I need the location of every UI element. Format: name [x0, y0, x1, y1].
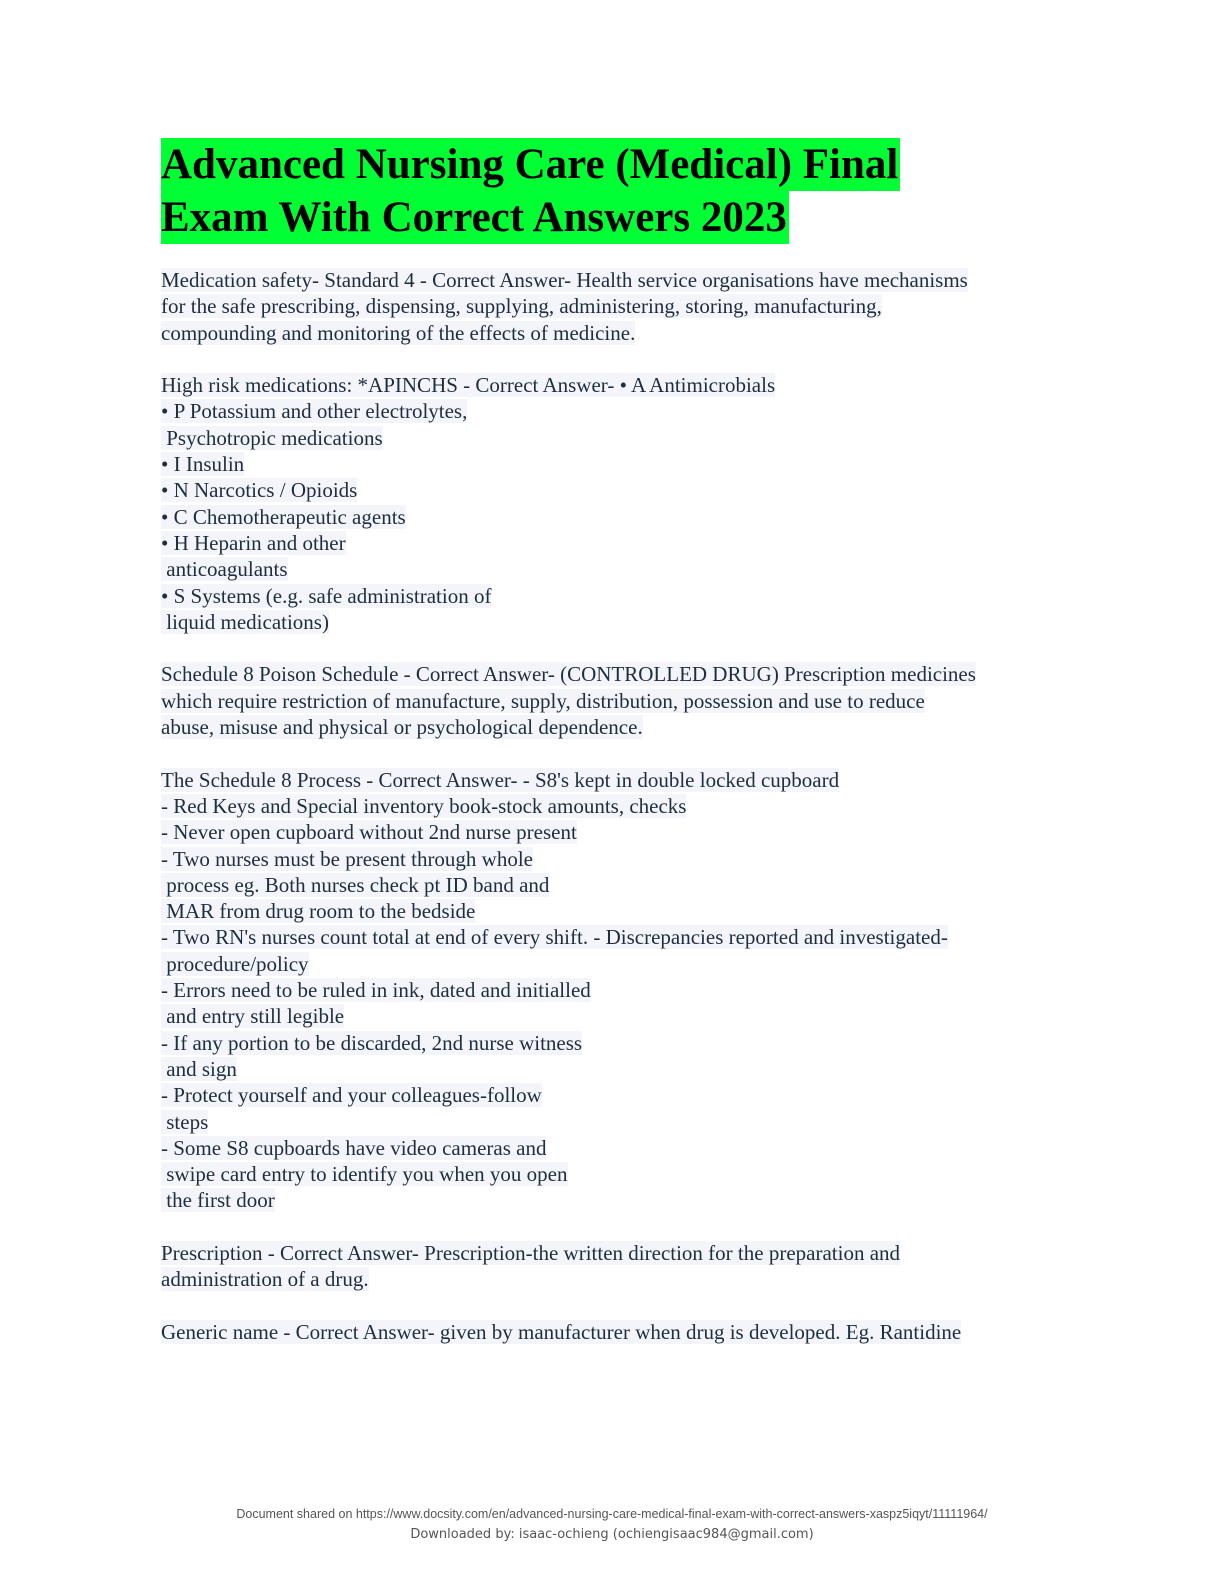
qa-line: [161, 1003, 1061, 1029]
qa-line: [161, 819, 1061, 845]
qa-line-text: High risk medications: *APINCHS - Correct Answer- • A Antimicrobials: [161, 373, 776, 398]
qa-line-text: the first door: [161, 1188, 275, 1213]
qa-line: [161, 451, 1061, 477]
qa-line: [161, 1056, 1061, 1082]
qa-line: [161, 688, 1061, 714]
qa-line-text: • C Chemotherapeutic agents: [161, 504, 406, 529]
qa-line-text: and sign: [161, 1056, 237, 1081]
qa-line: [161, 793, 1061, 819]
qa-line-text: steps: [161, 1109, 209, 1134]
qa-line-text: - Two RN's nurses count total at end of every shift. - Discrepancies reported and investigated-: [161, 925, 948, 950]
qa-line-text: and entry still legible: [161, 1004, 345, 1029]
qa-line: [161, 425, 1061, 451]
qa-line-text: - Red Keys and Special inventory book-stock amounts, checks: [161, 793, 687, 818]
document-title: [161, 138, 900, 244]
qa-line: [161, 1187, 1061, 1213]
qa-line: [161, 504, 1061, 530]
qa-line: [161, 609, 1061, 635]
qa-line-text: which require restriction of manufacture, supply, distribution, possession and use to reduce: [161, 688, 925, 713]
qa-line: [161, 924, 1061, 950]
qa-line-text: - Never open cupboard without 2nd nurse present: [161, 820, 577, 845]
title-line-2: Exam With Correct Answers 2023: [161, 191, 789, 244]
qa-line-text: Generic name - Correct Answer- given by manufacturer when drug is developed. Eg. Rantidine: [161, 1319, 962, 1344]
qa-line-text: • N Narcotics / Opioids: [161, 478, 358, 503]
qa-line-text: Prescription - Correct Answer- Prescription-the written direction for the preparation and: [161, 1240, 901, 1265]
qa-line: [161, 1135, 1061, 1161]
qa-item: [161, 372, 1061, 635]
title-line-1: Advanced Nursing Care (Medical) Final: [161, 138, 900, 191]
qa-line: [161, 898, 1061, 924]
qa-line-text: - Some S8 cupboards have video cameras and: [161, 1135, 547, 1160]
qa-item: [161, 1240, 1061, 1293]
qa-line: [161, 661, 1061, 687]
qa-line: [161, 1240, 1061, 1266]
qa-line: [161, 1161, 1061, 1187]
qa-line: [161, 846, 1061, 872]
qa-line-text: process eg. Both nurses check pt ID band and: [161, 872, 550, 897]
qa-line-text: • P Potassium and other electrolytes,: [161, 399, 468, 424]
qa-item: [161, 661, 1061, 740]
qa-line: [161, 293, 1061, 319]
qa-line-text: compounding and monitoring of the effects of medicine.: [161, 320, 636, 345]
qa-line-text: liquid medications): [161, 609, 329, 634]
qa-line-text: Medication safety- Standard 4 - Correct Answer- Health service organisations have mechanisms: [161, 268, 968, 292]
qa-line-text: • S Systems (e.g. safe administration of: [161, 583, 492, 608]
qa-line-text: swipe card entry to identify you when you open: [161, 1162, 568, 1187]
qa-line-text: Psychotropic medications: [161, 425, 383, 450]
qa-item: [161, 767, 1061, 1214]
footer-shared-notice: Document shared on https://www.docsity.com/en/advanced-nursing-care-medical-final-exam-with-correct-answers-xaspz5iqyt/11111964/: [236, 1507, 988, 1521]
qa-line-text: MAR from drug room to the bedside: [161, 899, 476, 924]
qa-line-text: for the safe prescribing, dispensing, supplying, administering, storing, manufacturing,: [161, 294, 882, 319]
qa-line: [161, 1030, 1061, 1056]
qa-line-text: procedure/policy: [161, 951, 309, 976]
qa-line: [161, 1109, 1061, 1135]
qa-line: [161, 530, 1061, 556]
qa-line: [161, 320, 1061, 346]
qa-line: [161, 1266, 1061, 1292]
qa-line: [161, 1319, 1061, 1345]
qa-line-text: • H Heparin and other: [161, 530, 346, 555]
qa-line-text: - Errors need to be ruled in ink, dated and initialled: [161, 978, 591, 1003]
qa-line: [161, 477, 1061, 503]
footer-downloaded-by: Downloaded by: isaac-ochieng (ochiengisaac984@gmail.com): [410, 1527, 814, 1542]
qa-line: [161, 872, 1061, 898]
qa-line-text: administration of a drug.: [161, 1267, 369, 1292]
qa-item: [161, 267, 1061, 346]
qa-line: [161, 951, 1061, 977]
qa-line: [161, 556, 1061, 582]
qa-line-text: - If any portion to be discarded, 2nd nurse witness: [161, 1030, 583, 1055]
qa-line-text: - Protect yourself and your colleagues-follow: [161, 1083, 542, 1108]
qa-line: [161, 398, 1061, 424]
qa-line: [161, 1082, 1061, 1108]
qa-item: [161, 1319, 1061, 1345]
qa-line-text: abuse, misuse and physical or psychological dependence.: [161, 715, 643, 740]
qa-line-text: • I Insulin: [161, 452, 245, 477]
qa-line-text: - Two nurses must be present through whole: [161, 846, 534, 871]
qa-line: [161, 267, 1061, 293]
qa-line: [161, 977, 1061, 1003]
qa-line: [161, 714, 1061, 740]
qa-line: [161, 372, 1061, 398]
qa-line: [161, 767, 1061, 793]
qa-line: [161, 583, 1061, 609]
qa-line-text: anticoagulants: [161, 557, 288, 582]
question-answer-list: [161, 267, 1061, 1371]
qa-line-text: The Schedule 8 Process - Correct Answer- - S8's kept in double locked cupboard: [161, 767, 840, 792]
qa-line-text: Schedule 8 Poison Schedule - Correct Answer- (CONTROLLED DRUG) Prescription medicines: [161, 662, 976, 687]
